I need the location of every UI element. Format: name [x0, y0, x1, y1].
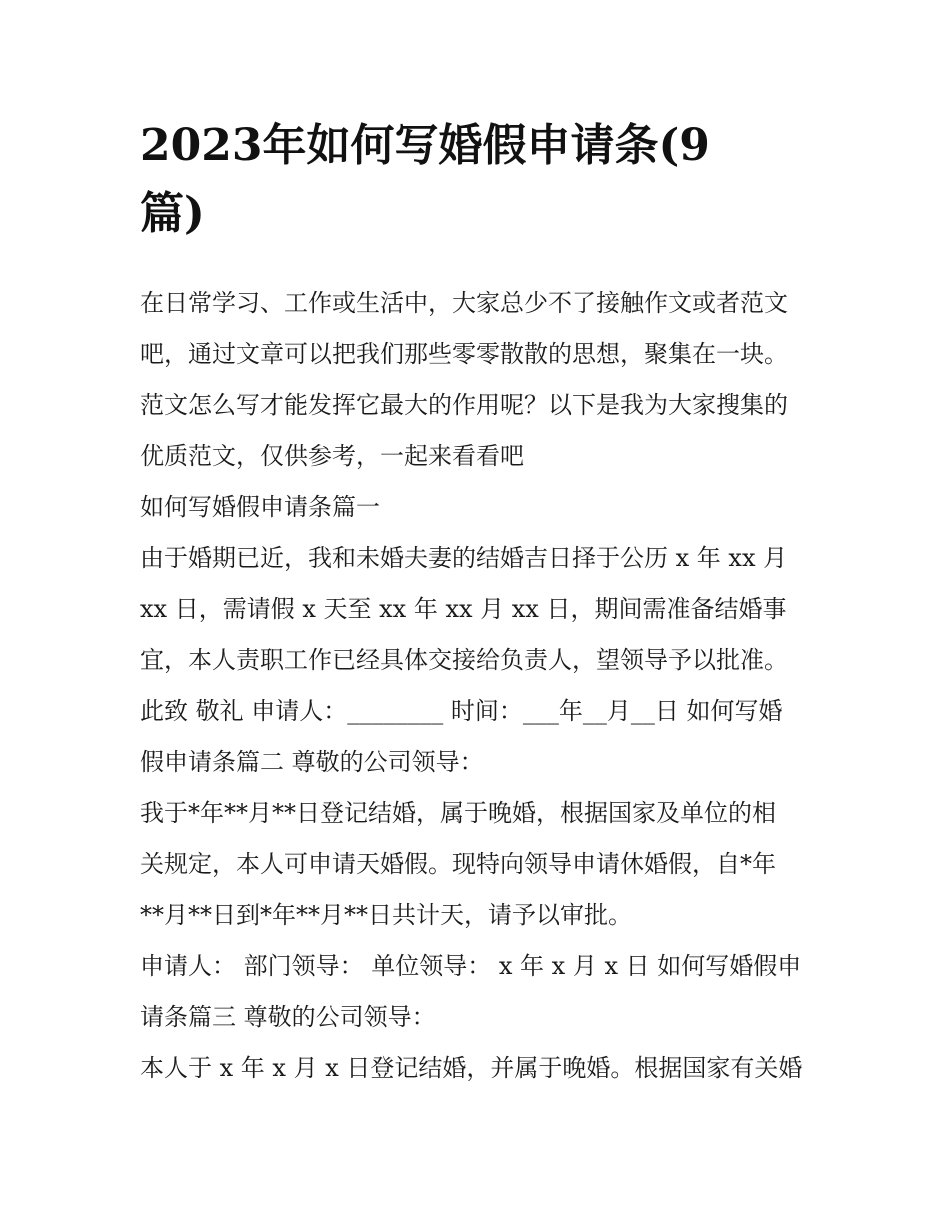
- document-title: [140, 112, 780, 248]
- text-line: 此致 敬礼 申请人：________ 时间：___年__月__日 如何写婚: [140, 697, 783, 725]
- text-line: 宜，本人责职工作已经具体交接给负责人，望领导予以批准。: [140, 646, 788, 674]
- section-2-paragraph: [140, 788, 820, 941]
- text-line: 申请人： 部门领导： 单位领导： x 年 x 月 x 日 如何写婚假申: [140, 952, 802, 980]
- intro-paragraph: [140, 278, 820, 482]
- document-body: [140, 278, 820, 1094]
- text-line: 在日常学习、工作或生活中，大家总少不了接触作文或者范文: [140, 289, 788, 317]
- text-line: 本人于 x 年 x 月 x 日登记结婚，并属于晚婚。根据国家有关婚: [140, 1054, 803, 1082]
- text-line: 关规定，本人可申请天婚假。现特向领导申请休婚假，自*年: [140, 850, 776, 878]
- text-line: xx 日，需请假 x 天至 xx 年 xx 月 xx 日，期间需准备结婚事: [140, 595, 787, 623]
- section-1-paragraph: [140, 533, 820, 788]
- text-line: 我于*年**月**日登记结婚，属于晚婚，根据国家及单位的相: [140, 799, 776, 827]
- text-line: 由于婚期已近，我和未婚夫妻的结婚吉日择于公历 x 年 xx 月: [140, 544, 788, 572]
- document-page: [140, 112, 830, 1094]
- title-line-2: 篇): [140, 188, 205, 239]
- text-line: 优质范文，仅供参考，一起来看看吧: [140, 442, 524, 470]
- text-line: **月**日到*年**月**日共计天，请予以审批。: [140, 901, 632, 929]
- text-line: 吧，通过文章可以把我们那些零零散散的思想，聚集在一块。: [140, 340, 788, 368]
- section-2-signature-paragraph: [140, 941, 820, 1043]
- section-heading-1: [140, 482, 820, 533]
- title-line-1: 2023年如何写婚假申请条(9: [140, 120, 710, 171]
- section-3-paragraph: [140, 1043, 820, 1094]
- text-line: 如何写婚假申请条篇一: [140, 493, 380, 521]
- text-line: 范文怎么写才能发挥它最大的作用呢？以下是我为大家搜集的: [140, 391, 788, 419]
- text-line: 假申请条篇二 尊敬的公司领导：: [140, 748, 484, 776]
- text-line: 请条篇三 尊敬的公司领导：: [140, 1003, 436, 1031]
